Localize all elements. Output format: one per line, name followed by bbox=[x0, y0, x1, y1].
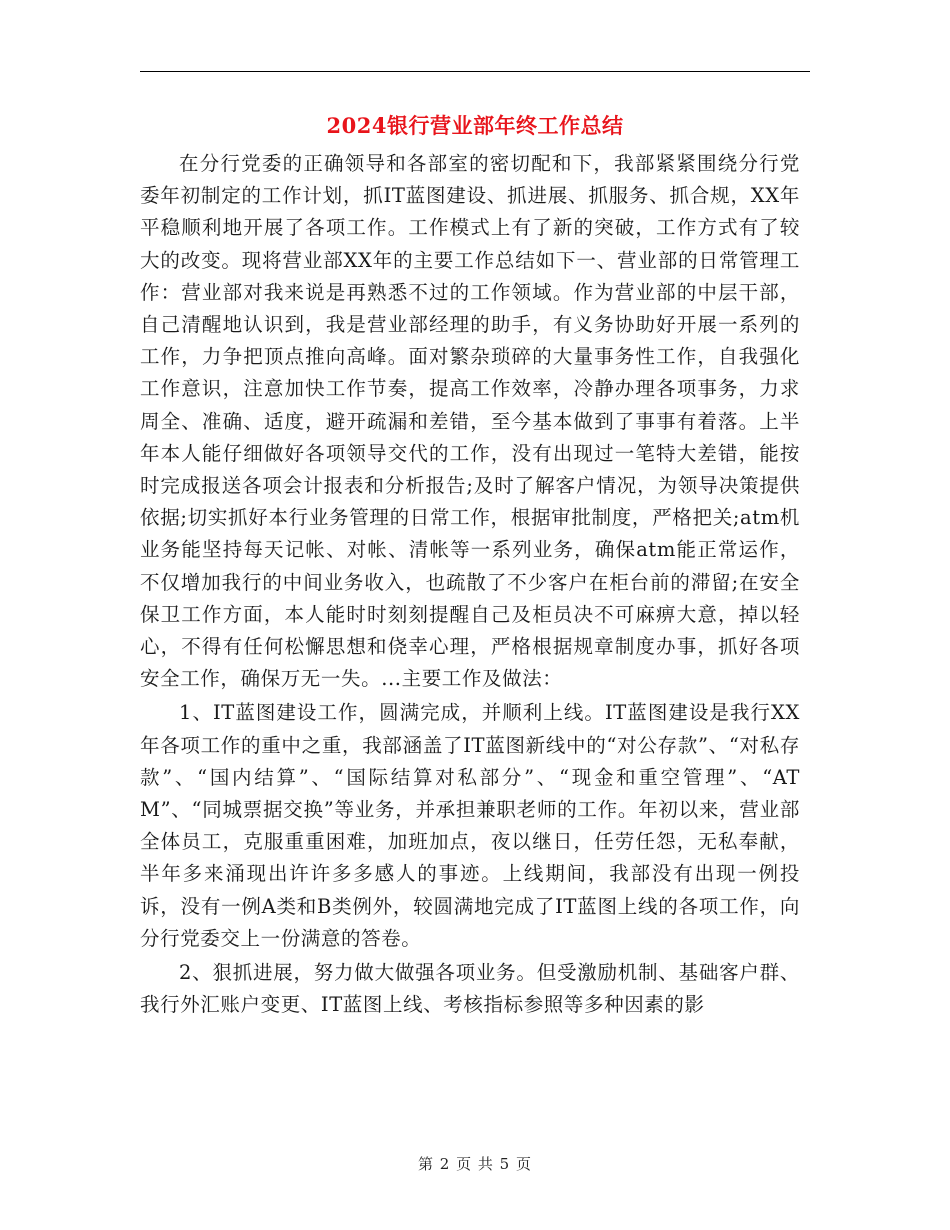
document-title: 2024银行营业部年终工作总结 bbox=[326, 113, 624, 138]
paragraph-intro: 在分行党委的正确领导和各部室的密切配和下，我部紧紧围绕分行党委年初制定的工作计划，抓IT蓝图建设、抓进展、抓服务、抓合规，XX年平稳顺利地开展了各项工作。工作模式上有了新的突破，工作方式有了较大的改变。现将营业部XX年的主要工作总结如下一、营业部的日常管理工作：营业部对我来说是再熟悉不过的工作领域。作为营业部的中层干部，自己清醒地认识到，我是营业部经理的助手，有义务协助好开展一系列的工作，力争把顶点推向高峰。面对繁杂琐碎的大量事务性工作，自我强化工作意识，注意加快工作节奏，提高工作效率，冷静办理各项事务，力求周全、准确、适度，避开疏漏和差错，至今基本做到了事事有着落。上半年本人能仔细做好各项领导交代的工作，没有出现过一笔特大差错，能按时完成报送各项会计报表和分析报告;及时了解客户情况，为领导决策提供依据;切实抓好本行业务管理的日常工作，根据审批制度，严格把关;atm机业务能坚持每天记帐、对帐、清帐等一系列业务，确保atm能正常运作，不仅增加我行的中间业务收入，也疏散了不少客户在柜台前的滞留;在安全保卫工作方面，本人能时时刻刻提醒自己及柜员决不可麻痹大意，掉以轻心，不得有任何松懈思想和侥幸心理，严格根据规章制度办事，抓好各项安全工作，确保万无一失。...主要工作及做法： bbox=[140, 152, 800, 691]
document-body bbox=[140, 148, 800, 1023]
page-number-footer: 第 2 页 共 5 页 bbox=[418, 1155, 532, 1173]
paragraph-it-blueprint: 1、IT蓝图建设工作，圆满完成，并顺利上线。IT蓝图建设是我行XX年各项工作的重中之重，我部涵盖了IT蓝图新线中的“对公存款”、“对私存款”、“国内结算”、“国际结算对私部分”、“现金和重空管理”、“ATM”、“同城票据交换”等业务，并承担兼职老师的工作。年初以来，营业部全体员工，克服重重困难，加班加点，夜以继日，任劳任怨，无私奉献，半年多来涌现出许许多多感人的事迹。上线期间，我部没有出现一例投诉，没有一例A类和B类例外，较圆满地完成了IT蓝图上线的各项工作，向分行党委交上一份满意的答卷。 bbox=[140, 701, 800, 950]
paragraph-business-growth: 2、狠抓进展，努力做大做强各项业务。但受激励机制、基础客户群、我行外汇账户变更、IT蓝图上线、考核指标参照等多种因素的影 bbox=[140, 961, 800, 1017]
header-rule bbox=[140, 71, 810, 72]
